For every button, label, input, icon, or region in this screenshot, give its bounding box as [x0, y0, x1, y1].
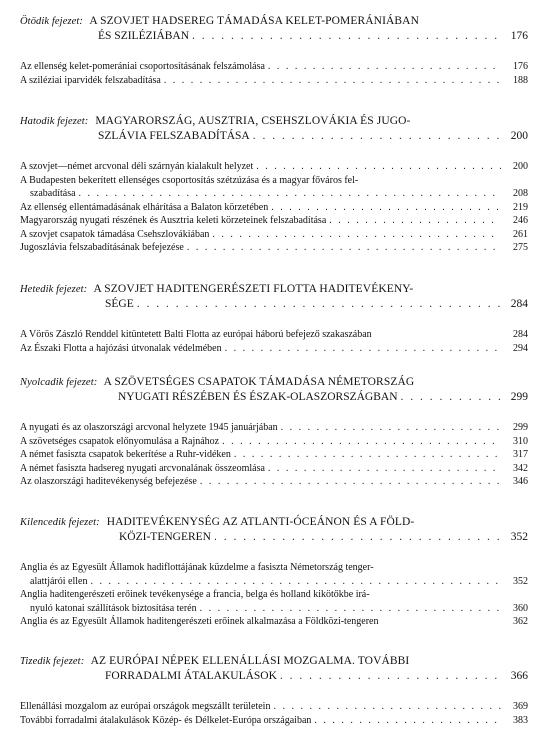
toc-entry[interactable]: A sziléziai iparvidék felszabadítása . . . 188	[20, 74, 528, 88]
chapter-title-line1: A SZÖVETSÉGES CSAPATOK TÁMADÁSA NÉMETORSZÁG	[103, 376, 415, 388]
chapter-7	[20, 282, 528, 355]
chapter-title-line2: SÉGE	[105, 298, 134, 310]
chapter-label: Kilencedik fejezet:	[20, 517, 100, 528]
toc-entry[interactable]: A nyugati és az olaszországi arcvonal helyzete 1945 januárjában . . . 299	[20, 421, 528, 435]
chapter-5	[20, 14, 528, 87]
chapter-heading	[20, 282, 528, 297]
chapter-heading	[20, 14, 528, 29]
toc-entry[interactable]: Ellenállási mozgalom az európai országok megszállt területein . . . 369	[20, 700, 528, 714]
chapter-title-line2: ÉS SZILÉZIÁBAN	[98, 30, 190, 42]
toc-entry[interactable]: Anglia és az Egyesült Államok hadiflottájának küzdelme a fasiszta Németország tenger- alattjárói ellen . . . 352	[20, 561, 528, 588]
toc-entry[interactable]: További forradalmi átalakulások Közép- és Délkelet-Európa országaiban . . . 383	[20, 714, 528, 728]
table-of-contents	[20, 0, 528, 750]
toc-entry[interactable]: Anglia haditengerészeti erőinek tevékenysége a francia, belga és holland kikötőkbe irá- nyuló katonai szállítások biztosítása terén . . . 360	[20, 588, 528, 615]
toc-entry[interactable]: Az ellenség kelet-pomerániai csoportosításának felszámolása . . . 176	[20, 60, 528, 74]
chapter-heading	[20, 515, 528, 530]
chapter-heading-cont	[20, 129, 528, 143]
chapter-heading	[20, 654, 528, 669]
chapter-title-line1: A SZOVJET HADSEREG TÁMADÁSA KELET-POMERÁNIÁBAN	[89, 15, 419, 27]
chapter-label: Hatodik fejezet:	[20, 116, 89, 127]
chapter-page: 366	[510, 670, 528, 682]
toc-entry[interactable]: A német fasiszta csapatok bekerítése a Ruhr-vidéken . . . 317	[20, 448, 528, 462]
chapter-label: Hetedik fejezet:	[20, 284, 88, 295]
chapter-page: 176	[510, 30, 528, 42]
toc-entry[interactable]: A szovjet csapatok támadása Csehszlovákiában . . . 261	[20, 228, 528, 242]
chapter-page: 284	[510, 298, 528, 310]
toc-entry[interactable]: Az olaszországi haditevékenység befejezése . . . 346	[20, 475, 528, 489]
chapter-heading-cont	[20, 390, 528, 404]
toc-entry[interactable]: A szövetséges csapatok előnyomulása a Rajnához . . . 310	[20, 435, 528, 449]
toc-entry[interactable]: A Budapesten bekerített ellenséges csoportosítás szétzúzása és a magyar főváros fel- szabadítása . . . 208	[20, 174, 528, 201]
chapter-heading-cont	[20, 669, 528, 683]
chapter-10	[20, 654, 528, 727]
chapter-6	[20, 114, 528, 255]
chapter-heading-cont	[20, 297, 528, 311]
chapter-title-line1: HADITEVÉKENYSÉG AZ ATLANTI-ÓCEÁNON ÉS A FÖLD-	[106, 516, 415, 528]
toc-entry[interactable]: Az ellenség ellentámadásának elhárítása a Balaton körzetében . . . 219	[20, 201, 528, 215]
chapter-heading	[20, 114, 528, 129]
chapter-heading-cont	[20, 530, 528, 544]
chapter-9	[20, 515, 528, 629]
chapter-page: 200	[510, 130, 528, 142]
chapter-page: 352	[510, 531, 528, 543]
chapter-title-line2: NYUGATI RÉSZÉBEN ÉS ÉSZAK-OLASZORSZÁGBAN	[118, 391, 398, 403]
chapter-title-line2: KÖZI-TENGEREN	[119, 531, 211, 543]
toc-entry[interactable]: Az Északi Flotta a hajózási útvonalak védelmében . . . 294	[20, 342, 528, 356]
toc-entry[interactable]: Magyarország nyugati részének és Ausztria keleti körzeteinek felszabadítása . . . 246	[20, 214, 528, 228]
chapter-8	[20, 375, 528, 489]
toc-entry[interactable]: A Vörös Zászló Renddel kitüntetett Balti Flotta az európai háború befejező szakaszában 284	[20, 329, 528, 340]
chapter-heading	[20, 375, 528, 390]
chapter-label: Tizedik fejezet:	[20, 656, 85, 667]
chapter-title-line1: AZ EURÓPAI NÉPEK ELLENÁLLÁSI MOZGALMA. TOVÁBBI	[90, 655, 410, 667]
toc-entry[interactable]: A német fasiszta hadsereg nyugati arcvonalának összeomlása . . . 342	[20, 462, 528, 476]
chapter-heading-cont	[20, 29, 528, 43]
chapter-title-line2: FORRADALMI ÁTALAKULÁSOK	[105, 670, 277, 682]
chapter-label: Nyolcadik fejezet:	[20, 377, 98, 388]
chapter-label: Ötödik fejezet:	[20, 16, 84, 27]
chapter-page: 299	[510, 391, 528, 403]
chapter-title-line1: MAGYARORSZÁG, AUSZTRIA, CSEHSZLOVÁKIA ÉS JUGO-	[95, 115, 411, 127]
chapter-title-line1: A SZOVJET HADITENGERÉSZETI FLOTTA HADITEVÉKENY-	[93, 283, 414, 295]
toc-entry[interactable]: Anglia és az Egyesült Államok haditengerészeti erőinek alkalmazása a Földközi-tengeren 362	[20, 616, 528, 627]
toc-entry[interactable]: A szovjet—német arcvonal déli szárnyán kialakult helyzet . . . 200	[20, 160, 528, 174]
toc-entry[interactable]: Jugoszlávia felszabadításának befejezése . . . 275	[20, 241, 528, 255]
chapter-title-line2: SZLÁVIA FELSZABADÍTÁSA	[98, 130, 250, 142]
